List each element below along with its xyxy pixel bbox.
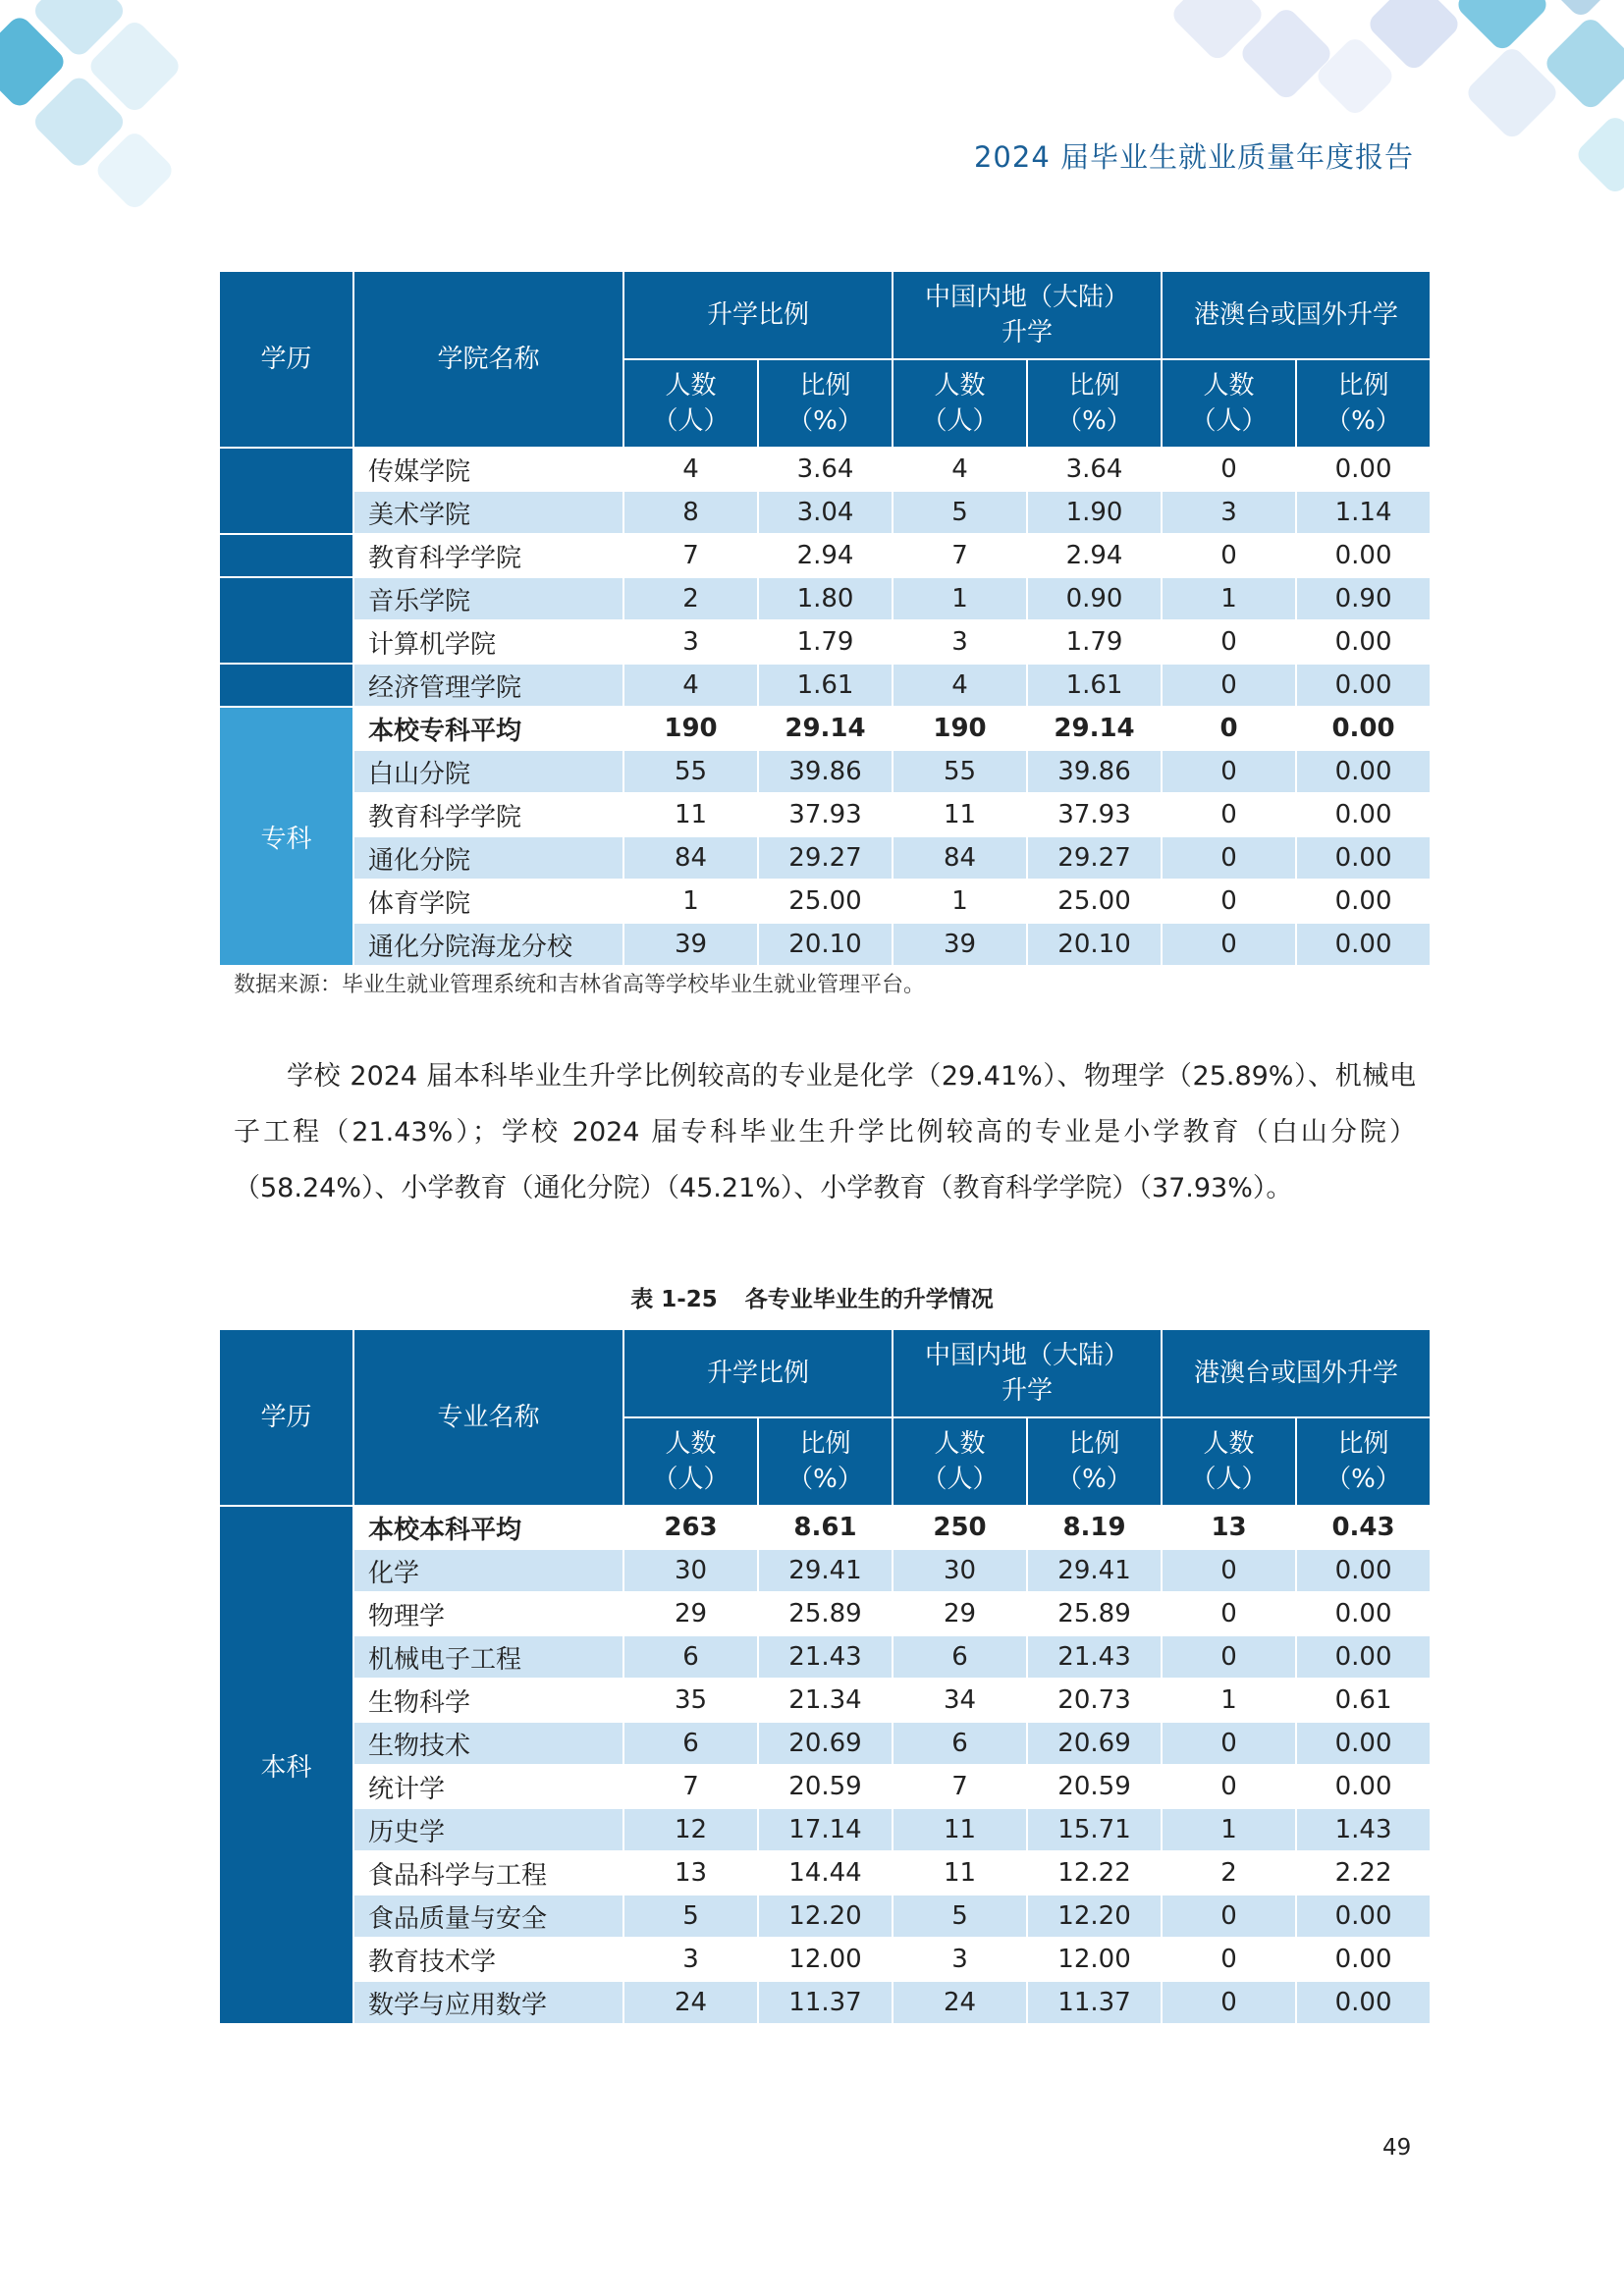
cell-total: 55 bbox=[623, 750, 758, 793]
table-row bbox=[219, 1808, 1431, 1851]
table-row bbox=[219, 1592, 1431, 1635]
table-row bbox=[219, 880, 1431, 923]
page-number: 49 bbox=[1382, 2135, 1412, 2161]
cell-abroad: 0 bbox=[1162, 664, 1296, 707]
cell-abroad: 0 bbox=[1162, 448, 1296, 491]
cell-abroad-pct: 0.00 bbox=[1296, 793, 1431, 836]
cell-abroad: 1 bbox=[1162, 1679, 1296, 1722]
header-college-name: 学院名称 bbox=[353, 271, 623, 448]
table-row bbox=[219, 664, 1431, 707]
cell-abroad-pct: 1.43 bbox=[1296, 1808, 1431, 1851]
cell-name: 生物科学 bbox=[353, 1679, 623, 1722]
header-count: 人数 （人） bbox=[1162, 359, 1296, 448]
cell-mainland-pct: 37.93 bbox=[1027, 793, 1162, 836]
cell-total-pct: 11.37 bbox=[758, 1981, 893, 2024]
cell-total-pct: 29.27 bbox=[758, 836, 893, 880]
cell-mainland-pct: 12.22 bbox=[1027, 1851, 1162, 1895]
cell-mainland-pct: 20.69 bbox=[1027, 1722, 1162, 1765]
cell-abroad-pct: 0.00 bbox=[1296, 1635, 1431, 1679]
cell-name: 体育学院 bbox=[353, 880, 623, 923]
cell-total-pct: 8.61 bbox=[758, 1506, 893, 1549]
header-level: 学历 bbox=[219, 1329, 353, 1506]
cell-total: 4 bbox=[623, 664, 758, 707]
header-ratio: 比例 （%） bbox=[1296, 359, 1431, 448]
header-ratio: 比例 （%） bbox=[1296, 1417, 1431, 1506]
table-major-further-study bbox=[218, 1328, 1432, 2025]
cell-name: 音乐学院 bbox=[353, 577, 623, 620]
cell-abroad: 0 bbox=[1162, 1635, 1296, 1679]
cell-name: 化学 bbox=[353, 1549, 623, 1592]
table-row bbox=[219, 707, 1431, 750]
body-paragraph: 学校 2024 届本科毕业生升学比例较高的专业是化学（29.41%）、物理学（25.89%）、机械电子工程（21.43%）；学校 2024 届专科毕业生升学比例较高的专业是小学教育（白山分院）（58.24%）、小学教育（通化分院）（45.21%）、小学教育（教育科学学院）（37.93%）。 bbox=[234, 1061, 1416, 1203]
cell-total: 263 bbox=[623, 1506, 758, 1549]
cell-name: 教育科学学院 bbox=[353, 793, 623, 836]
table-caption-number: 表 1-25 bbox=[630, 1287, 718, 1312]
cell-total-pct: 2.94 bbox=[758, 534, 893, 577]
table-row bbox=[219, 1722, 1431, 1765]
table-row bbox=[219, 793, 1431, 836]
cell-mainland: 11 bbox=[893, 1808, 1027, 1851]
cell-total: 30 bbox=[623, 1549, 758, 1592]
cell-mainland: 29 bbox=[893, 1592, 1027, 1635]
cell-abroad-pct: 0.00 bbox=[1296, 880, 1431, 923]
cell-abroad: 0 bbox=[1162, 880, 1296, 923]
cell-abroad: 0 bbox=[1162, 1765, 1296, 1808]
cell-total-pct: 12.00 bbox=[758, 1938, 893, 1981]
cell-name: 传媒学院 bbox=[353, 448, 623, 491]
cell-name: 生物技术 bbox=[353, 1722, 623, 1765]
cell-mainland-pct: 12.00 bbox=[1027, 1938, 1162, 1981]
cell-name: 食品质量与安全 bbox=[353, 1895, 623, 1938]
cell-abroad-pct: 0.00 bbox=[1296, 836, 1431, 880]
cell-mainland: 190 bbox=[893, 707, 1027, 750]
cell-mainland: 6 bbox=[893, 1635, 1027, 1679]
cell-abroad-pct: 0.90 bbox=[1296, 577, 1431, 620]
header-mainland: 中国内地（大陆） 升学 bbox=[893, 271, 1162, 359]
cell-total-pct: 3.64 bbox=[758, 448, 893, 491]
cell-mainland: 11 bbox=[893, 793, 1027, 836]
cell-name: 食品科学与工程 bbox=[353, 1851, 623, 1895]
level-cell bbox=[219, 577, 353, 664]
cell-mainland-pct: 20.59 bbox=[1027, 1765, 1162, 1808]
cell-total: 7 bbox=[623, 534, 758, 577]
header-mainland: 中国内地（大陆） 升学 bbox=[893, 1329, 1162, 1417]
header-level: 学历 bbox=[219, 271, 353, 448]
header-ratio: 比例 （%） bbox=[1027, 359, 1162, 448]
cell-total-pct: 29.41 bbox=[758, 1549, 893, 1592]
cell-total: 5 bbox=[623, 1895, 758, 1938]
header-abroad: 港澳台或国外升学 bbox=[1162, 271, 1431, 359]
level-cell: 专科 bbox=[219, 707, 353, 966]
table-row bbox=[219, 1506, 1431, 1549]
cell-abroad-pct: 0.00 bbox=[1296, 1549, 1431, 1592]
table-row bbox=[219, 1549, 1431, 1592]
cell-abroad: 0 bbox=[1162, 620, 1296, 664]
header-ratio: 比例 （%） bbox=[758, 1417, 893, 1506]
cell-name: 白山分院 bbox=[353, 750, 623, 793]
cell-abroad-pct: 2.22 bbox=[1296, 1851, 1431, 1895]
cell-abroad: 0 bbox=[1162, 793, 1296, 836]
level-cell: 本科 bbox=[219, 1506, 353, 2024]
cell-abroad: 0 bbox=[1162, 1549, 1296, 1592]
table-row bbox=[219, 1635, 1431, 1679]
cell-mainland-pct: 29.41 bbox=[1027, 1549, 1162, 1592]
header-count: 人数 （人） bbox=[623, 359, 758, 448]
cell-mainland: 5 bbox=[893, 1895, 1027, 1938]
cell-abroad-pct: 0.00 bbox=[1296, 620, 1431, 664]
header-count: 人数 （人） bbox=[1162, 1417, 1296, 1506]
cell-total-pct: 1.61 bbox=[758, 664, 893, 707]
cell-total: 1 bbox=[623, 880, 758, 923]
cell-mainland: 7 bbox=[893, 1765, 1027, 1808]
cell-abroad: 2 bbox=[1162, 1851, 1296, 1895]
cell-total-pct: 37.93 bbox=[758, 793, 893, 836]
cell-mainland-pct: 29.27 bbox=[1027, 836, 1162, 880]
cell-total: 3 bbox=[623, 1938, 758, 1981]
cell-mainland-pct: 1.79 bbox=[1027, 620, 1162, 664]
table-row bbox=[219, 491, 1431, 534]
cell-mainland: 30 bbox=[893, 1549, 1027, 1592]
cell-total-pct: 14.44 bbox=[758, 1851, 893, 1895]
cell-mainland-pct: 0.90 bbox=[1027, 577, 1162, 620]
cell-mainland-pct: 21.43 bbox=[1027, 1635, 1162, 1679]
header-abroad: 港澳台或国外升学 bbox=[1162, 1329, 1431, 1417]
cell-name: 本校专科平均 bbox=[353, 707, 623, 750]
cell-mainland-pct: 1.90 bbox=[1027, 491, 1162, 534]
cell-total: 7 bbox=[623, 1765, 758, 1808]
report-header-title: 2024 届毕业生就业质量年度报告 bbox=[973, 140, 1414, 174]
cell-name: 经济管理学院 bbox=[353, 664, 623, 707]
table-row bbox=[219, 1765, 1431, 1808]
cell-total-pct: 20.59 bbox=[758, 1765, 893, 1808]
header-major-name: 专业名称 bbox=[353, 1329, 623, 1506]
cell-mainland-pct: 25.89 bbox=[1027, 1592, 1162, 1635]
cell-total-pct: 12.20 bbox=[758, 1895, 893, 1938]
cell-mainland: 4 bbox=[893, 448, 1027, 491]
level-cell bbox=[219, 664, 353, 707]
header-count: 人数 （人） bbox=[893, 359, 1027, 448]
cell-mainland-pct: 11.37 bbox=[1027, 1981, 1162, 2024]
cell-mainland: 34 bbox=[893, 1679, 1027, 1722]
cell-total-pct: 3.04 bbox=[758, 491, 893, 534]
cell-abroad-pct: 0.00 bbox=[1296, 448, 1431, 491]
cell-total-pct: 17.14 bbox=[758, 1808, 893, 1851]
cell-total: 35 bbox=[623, 1679, 758, 1722]
cell-mainland: 3 bbox=[893, 1938, 1027, 1981]
cell-total-pct: 21.34 bbox=[758, 1679, 893, 1722]
cell-total: 4 bbox=[623, 448, 758, 491]
cell-abroad: 0 bbox=[1162, 1938, 1296, 1981]
cell-total: 6 bbox=[623, 1635, 758, 1679]
cell-total-pct: 1.80 bbox=[758, 577, 893, 620]
cell-mainland: 250 bbox=[893, 1506, 1027, 1549]
cell-abroad-pct: 0.00 bbox=[1296, 923, 1431, 966]
cell-total-pct: 29.14 bbox=[758, 707, 893, 750]
cell-total-pct: 25.00 bbox=[758, 880, 893, 923]
cell-abroad-pct: 1.14 bbox=[1296, 491, 1431, 534]
cell-mainland: 84 bbox=[893, 836, 1027, 880]
cell-abroad-pct: 0.00 bbox=[1296, 1895, 1431, 1938]
header-further-study-ratio: 升学比例 bbox=[623, 1329, 893, 1417]
cell-total: 190 bbox=[623, 707, 758, 750]
cell-abroad: 0 bbox=[1162, 1722, 1296, 1765]
cell-name: 通化分院 bbox=[353, 836, 623, 880]
cell-mainland: 5 bbox=[893, 491, 1027, 534]
cell-abroad: 0 bbox=[1162, 750, 1296, 793]
cell-abroad: 1 bbox=[1162, 577, 1296, 620]
cell-abroad-pct: 0.00 bbox=[1296, 664, 1431, 707]
cell-abroad: 0 bbox=[1162, 836, 1296, 880]
header-ratio: 比例 （%） bbox=[758, 359, 893, 448]
table-row bbox=[219, 836, 1431, 880]
cell-abroad-pct: 0.00 bbox=[1296, 750, 1431, 793]
table-row bbox=[219, 750, 1431, 793]
cell-abroad-pct: 0.61 bbox=[1296, 1679, 1431, 1722]
table-caption-title: 各专业毕业生的升学情况 bbox=[744, 1287, 994, 1312]
cell-name: 本校本科平均 bbox=[353, 1506, 623, 1549]
table-row bbox=[219, 1851, 1431, 1895]
cell-abroad: 0 bbox=[1162, 1895, 1296, 1938]
cell-mainland: 1 bbox=[893, 880, 1027, 923]
cell-name: 物理学 bbox=[353, 1592, 623, 1635]
cell-mainland-pct: 39.86 bbox=[1027, 750, 1162, 793]
cell-name: 美术学院 bbox=[353, 491, 623, 534]
level-cell bbox=[219, 534, 353, 577]
cell-total: 6 bbox=[623, 1722, 758, 1765]
cell-total: 11 bbox=[623, 793, 758, 836]
data-source-note: 数据来源：毕业生就业管理系统和吉林省高等学校毕业生就业管理平台。 bbox=[234, 973, 926, 997]
header-count: 人数 （人） bbox=[893, 1417, 1027, 1506]
header-ratio: 比例 （%） bbox=[1027, 1417, 1162, 1506]
cell-total: 2 bbox=[623, 577, 758, 620]
cell-mainland-pct: 20.73 bbox=[1027, 1679, 1162, 1722]
table-caption bbox=[0, 1281, 1624, 1313]
cell-total: 29 bbox=[623, 1592, 758, 1635]
cell-abroad-pct: 0.00 bbox=[1296, 534, 1431, 577]
table-row bbox=[219, 1981, 1431, 2024]
cell-mainland: 7 bbox=[893, 534, 1027, 577]
cell-mainland-pct: 3.64 bbox=[1027, 448, 1162, 491]
cell-total-pct: 20.69 bbox=[758, 1722, 893, 1765]
cell-mainland: 4 bbox=[893, 664, 1027, 707]
cell-total-pct: 1.79 bbox=[758, 620, 893, 664]
table-row bbox=[219, 620, 1431, 664]
table-row bbox=[219, 577, 1431, 620]
cell-total: 84 bbox=[623, 836, 758, 880]
cell-total-pct: 39.86 bbox=[758, 750, 893, 793]
cell-abroad-pct: 0.00 bbox=[1296, 707, 1431, 750]
cell-total: 12 bbox=[623, 1808, 758, 1851]
cell-abroad-pct: 0.00 bbox=[1296, 1938, 1431, 1981]
cell-abroad: 0 bbox=[1162, 1981, 1296, 2024]
cell-mainland-pct: 12.20 bbox=[1027, 1895, 1162, 1938]
cell-mainland: 6 bbox=[893, 1722, 1027, 1765]
cell-name: 历史学 bbox=[353, 1808, 623, 1851]
cell-total-pct: 20.10 bbox=[758, 923, 893, 966]
cell-abroad: 0 bbox=[1162, 923, 1296, 966]
cell-total-pct: 25.89 bbox=[758, 1592, 893, 1635]
cell-mainland-pct: 1.61 bbox=[1027, 664, 1162, 707]
cell-mainland-pct: 2.94 bbox=[1027, 534, 1162, 577]
header-further-study-ratio: 升学比例 bbox=[623, 271, 893, 359]
cell-mainland-pct: 8.19 bbox=[1027, 1506, 1162, 1549]
header-count: 人数 （人） bbox=[623, 1417, 758, 1506]
cell-abroad: 0 bbox=[1162, 534, 1296, 577]
cell-abroad: 0 bbox=[1162, 707, 1296, 750]
table-row bbox=[219, 534, 1431, 577]
level-cell bbox=[219, 448, 353, 534]
cell-mainland: 24 bbox=[893, 1981, 1027, 2024]
cell-total: 39 bbox=[623, 923, 758, 966]
table-row bbox=[219, 1895, 1431, 1938]
cell-name: 教育科学学院 bbox=[353, 534, 623, 577]
cell-abroad-pct: 0.00 bbox=[1296, 1981, 1431, 2024]
cell-mainland-pct: 29.14 bbox=[1027, 707, 1162, 750]
cell-abroad: 3 bbox=[1162, 491, 1296, 534]
cell-abroad-pct: 0.00 bbox=[1296, 1592, 1431, 1635]
cell-total: 24 bbox=[623, 1981, 758, 2024]
cell-name: 机械电子工程 bbox=[353, 1635, 623, 1679]
table-row bbox=[219, 923, 1431, 966]
cell-mainland: 55 bbox=[893, 750, 1027, 793]
cell-total: 8 bbox=[623, 491, 758, 534]
table-row bbox=[219, 1938, 1431, 1981]
cell-mainland: 1 bbox=[893, 577, 1027, 620]
cell-mainland: 39 bbox=[893, 923, 1027, 966]
cell-mainland-pct: 25.00 bbox=[1027, 880, 1162, 923]
table-row bbox=[219, 448, 1431, 491]
cell-name: 通化分院海龙分校 bbox=[353, 923, 623, 966]
cell-total: 13 bbox=[623, 1851, 758, 1895]
cell-total: 3 bbox=[623, 620, 758, 664]
cell-name: 计算机学院 bbox=[353, 620, 623, 664]
cell-name: 统计学 bbox=[353, 1765, 623, 1808]
corner-decoration-left bbox=[0, 0, 255, 226]
table-row bbox=[219, 1679, 1431, 1722]
table-college-further-study bbox=[218, 270, 1432, 967]
cell-name: 教育技术学 bbox=[353, 1938, 623, 1981]
cell-mainland: 3 bbox=[893, 620, 1027, 664]
cell-abroad: 13 bbox=[1162, 1506, 1296, 1549]
cell-abroad-pct: 0.00 bbox=[1296, 1765, 1431, 1808]
cell-mainland-pct: 15.71 bbox=[1027, 1808, 1162, 1851]
cell-abroad-pct: 0.43 bbox=[1296, 1506, 1431, 1549]
cell-name: 数学与应用数学 bbox=[353, 1981, 623, 2024]
cell-abroad-pct: 0.00 bbox=[1296, 1722, 1431, 1765]
cell-abroad: 0 bbox=[1162, 1592, 1296, 1635]
cell-mainland: 11 bbox=[893, 1851, 1027, 1895]
cell-abroad: 1 bbox=[1162, 1808, 1296, 1851]
cell-mainland-pct: 20.10 bbox=[1027, 923, 1162, 966]
cell-total-pct: 21.43 bbox=[758, 1635, 893, 1679]
